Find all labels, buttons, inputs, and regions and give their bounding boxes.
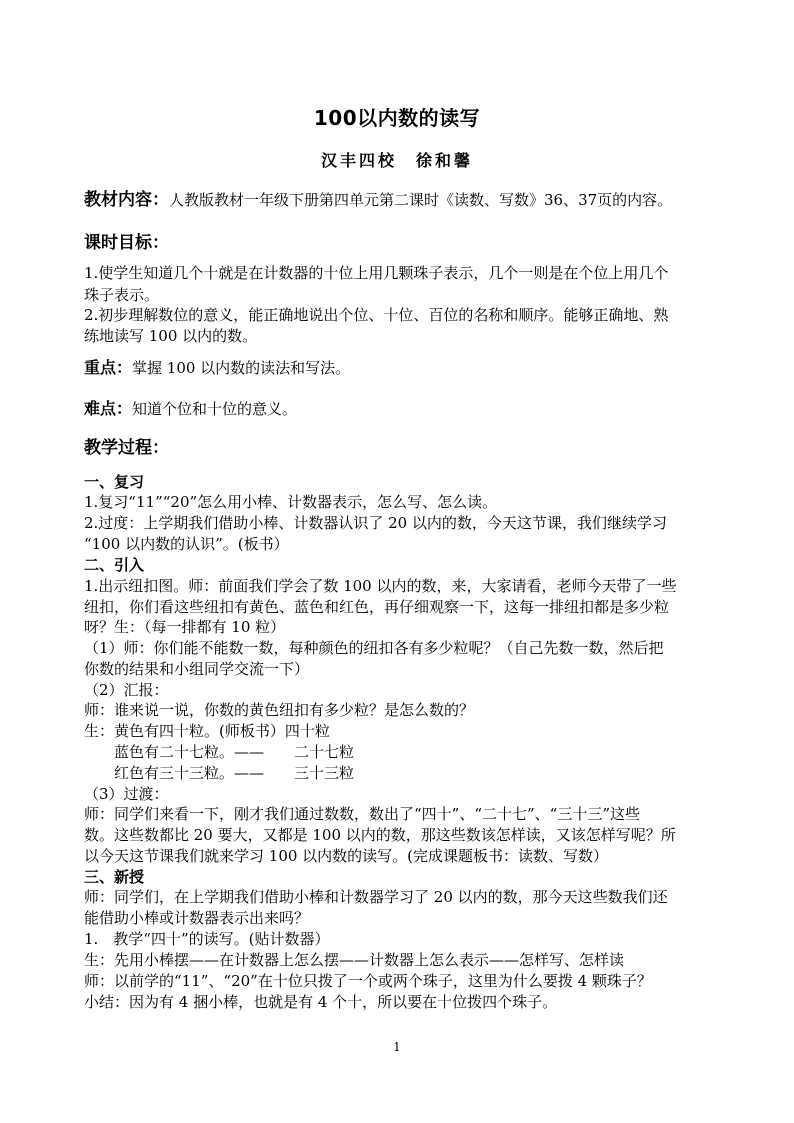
intro-line: 师：同学们来看一下，刚才我们通过数数，数出了“四十”、“二十七”、“三十三”这些 [84,805,641,823]
keypoint-line [84,357,350,379]
intro-line: 生：黄色有四十粒。(师板书）四十粒 [84,722,330,740]
review-heading: 一、复习 [84,473,145,491]
intro-line: 红色有三十三粒。—— 三十三粒 [84,764,355,782]
keypoint-label: 重点： [84,358,133,377]
goal-line: 1.使学生知道几个十就是在计数器的十位上用几颗珠子表示，几个一则是在个位上用几个 [84,264,669,282]
intro-line: 以今天这节课我们就来学习 100 以内数的读写。(完成课题板书：读数、写数） [84,847,609,865]
intro-line: 蓝色有二十七粒。—— 二十七粒 [84,743,355,761]
goal-line: 练地读写 100 以内的数。 [84,327,258,345]
doc-title: 100以内数的读写 [313,106,481,130]
intro-line: 师：谁来说一说，你数的黄色纽扣有多少粒？是怎么数的？ [84,701,475,719]
process-heading: 教学过程： [84,438,169,458]
difficulty-label: 难点： [84,399,133,418]
content-line [84,189,672,211]
intro-heading: 二、引入 [84,556,145,574]
intro-line: 纽扣，你们看这些纽扣有黄色、蓝色和红色，再仔细观察一下，这每一排纽扣都是多少粒 [84,598,670,616]
author-line: 汉丰四校 徐和馨 [320,151,473,170]
keypoint-text: 掌握 100 以内数的读法和写法。 [132,359,351,377]
content-label: 教材内容： [84,190,169,210]
goal-line: 珠子表示。 [84,286,160,304]
content-text: 人教版教材一年级下册第四单元第二课时《读数、写数》36、37页的内容。 [169,191,673,209]
newtopic-line: 小结：因为有 4 捆小棒，也就是有 4 个十，所以要在十位拨四个珠子。 [84,993,558,1011]
newtopic-heading: 三、新授 [84,868,145,886]
intro-line: （2）汇报： [84,681,169,699]
review-line: 2.过度：上学期我们借助小棒、计数器认识了 20 以内的数，今天这节课，我们继续学习 [84,514,667,532]
goal-line: 2.初步理解数位的意义，能正确地说出个位、十位、百位的名称和顺序。能够正确地、熟 [84,306,669,324]
newtopic-line: 师：以前学的“11”、“20”在十位只拨了一个或两个珠子，这里为什么要拨 4 颗珠子？ [84,972,652,990]
intro-line: 1.出示纽扣图。师：前面我们学会了数 100 以内的数，来，大家请看，老师今天带了一些 [84,577,677,595]
newtopic-line: 生：先用小棒摆——在计数器上怎么摆——计数器上怎么表示——怎样写、怎样读 [84,951,625,969]
newtopic-line: 能借助小棒或计数器表示出来吗？ [84,909,310,927]
goals-heading: 课时目标： [84,233,169,253]
review-line: 1.复习“11”“20”怎么用小棒、计数器表示，怎么写、怎么读。 [84,493,498,511]
review-line: “100 以内数的认识”。(板书） [84,535,289,553]
intro-line: 你数的结果和小组同学交流一下） [84,660,310,678]
difficulty-line [84,398,297,420]
page-number: 1 [393,1040,401,1054]
difficulty-text: 知道个位和十位的意义。 [132,400,298,418]
intro-line: 数。这些数都比 20 要大，又都是 100 以内的数，那这些数该怎样读，又该怎样写呢？所 [84,826,676,844]
newtopic-line: 1. 教学“四十”的读写。(贴计数器） [84,930,330,948]
newtopic-line: 师：同学们，在上学期我们借助小棒和计数器学习了 20 以内的数，那今天这些数我们还 [84,888,668,906]
intro-line: （1）师：你们能不能数一数，每种颜色的纽扣各有多少粒呢？（自己先数一数，然后把 [84,639,664,657]
intro-line: （3）过渡： [84,785,169,803]
intro-line: 呀？生：（每一排都有 10 粒） [84,618,286,636]
